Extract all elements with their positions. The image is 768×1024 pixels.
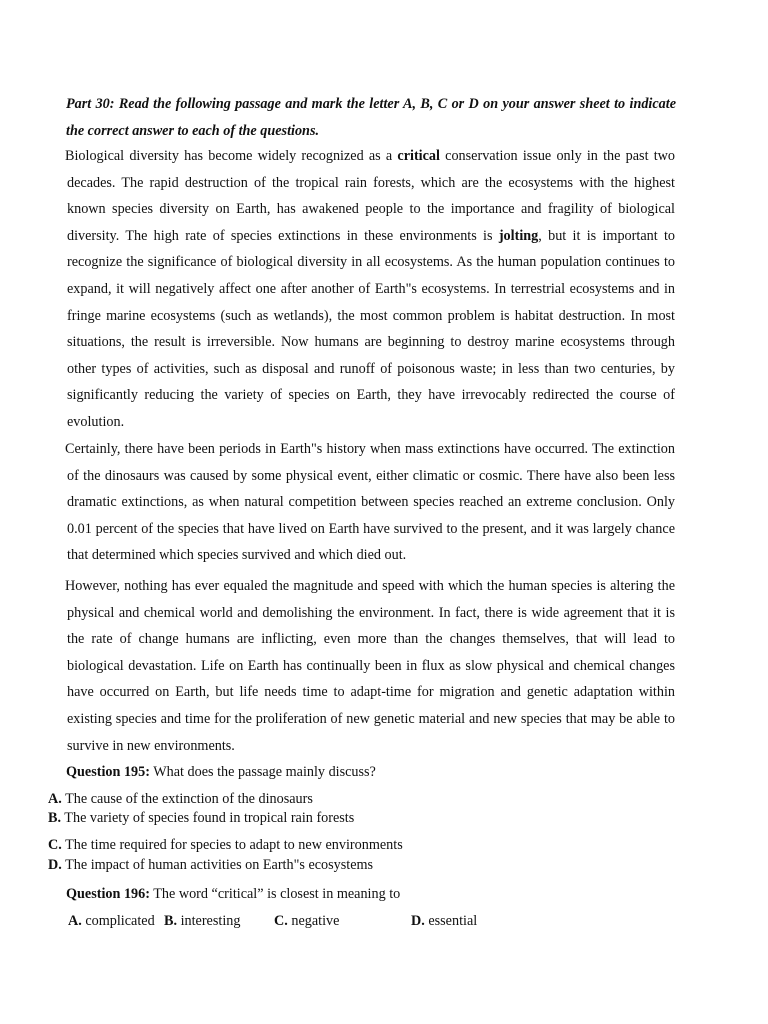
passage-paragraph-1 [67, 143, 675, 436]
question-196-text: The word “critical” is closest in meaning to [149, 886, 401, 902]
question-195-text: What does the passage mainly discuss? [149, 764, 376, 780]
question-195 [66, 762, 376, 782]
question-195-option-d [48, 855, 373, 875]
paragraph-1-text-b: conservation issue only in the past two decades. The rapid destruction of the tropical rain forests, which are the ecosystems with the highest known species diversity on Earth, has awakened people to the importance and fragility of biological diversity. The high rate of species extinctions in these environments is [67, 148, 675, 244]
option-text: The cause of the extinction of the dinosaurs [61, 791, 313, 807]
option-text: The variety of species found in tropical rain forests [61, 810, 355, 826]
question-195-label: Question 195: [66, 764, 150, 780]
question-196-option-c [274, 911, 339, 931]
question-195-option-c [48, 835, 403, 855]
option-letter: C. [274, 913, 288, 929]
option-text: interesting [177, 913, 241, 929]
option-letter: C. [48, 837, 62, 853]
question-195-option-a [48, 789, 313, 809]
option-letter: D. [48, 857, 62, 873]
option-text: complicated [81, 913, 155, 929]
option-text: The impact of human activities on Earth"s ecosystems [61, 857, 374, 873]
option-letter: D. [411, 913, 425, 929]
bold-word-jolting: jolting [498, 227, 539, 244]
option-letter: B. [48, 810, 62, 826]
question-195-option-b [48, 808, 354, 828]
option-text: The time required for species to adapt to new environments [61, 837, 403, 853]
passage-paragraph-2: Certainly, there have been periods in Earth"s history when mass extinctions have occurred. The extinction of the dinosaurs was caused by some physical event, either climatic or cosmic. There have also been less dramatic extinctions, as when natural competition between species reached an extreme conclusion. Only 0.01 percent of the species that have lived on Earth have survived to the present, and it was largely chance that determined which species survived and which died out. [65, 441, 675, 564]
question-196 [66, 884, 400, 904]
question-196-option-a [68, 911, 155, 931]
bold-word-critical: critical [397, 148, 440, 164]
question-196-label: Question 196: [66, 886, 150, 902]
part-instruction: Part 30: Read the following passage and mark the letter A, B, C or D on your answer sheet to indicate the correct answer to each of the questions. [66, 96, 676, 139]
option-letter: B. [164, 913, 178, 929]
option-text: essential [424, 913, 478, 929]
paragraph-1-text-c: , but it is important to recognize the significance of biological diversity in all ecosystems. As the human population continues to expand, it will negatively affect one after another of Earth"s ecosystems. In terrestrial ecosystems and in fringe marine ecosystems (such as wetlands), the most common problem is habitat destruction. In most situations, the result is irreversible. Now humans are beginning to destroy marine ecosystems through other types of activities, such as disposal and runoff of poisonous waste; in less than two centuries, by significantly reducing the variety of species on Earth, they have irrevocably redirected the course of evolution. [67, 227, 675, 430]
option-letter: A. [48, 791, 62, 807]
passage-paragraph-3: However, nothing has ever equaled the magnitude and speed with which the human species is altering the physical and chemical world and demolishing the environment. In fact, there is wide agreement that it is the rate of change humans are inflicting, even more than the changes themselves, that will lead to biological devastation. Life on Earth has continually been in flux as slow physical and chemical changes have occurred on Earth, but life needs time to adapt-time for migration and genetic adaptation within existing species and time for the proliferation of new genetic material and new species that may be able to survive in new environments. [65, 578, 675, 754]
question-196-option-b [164, 911, 240, 931]
option-text: negative [287, 913, 340, 929]
paragraph-1-text-a: Biological diversity has become widely recognized as a [65, 148, 398, 164]
question-196-option-d [411, 911, 477, 931]
option-letter: A. [68, 913, 82, 929]
